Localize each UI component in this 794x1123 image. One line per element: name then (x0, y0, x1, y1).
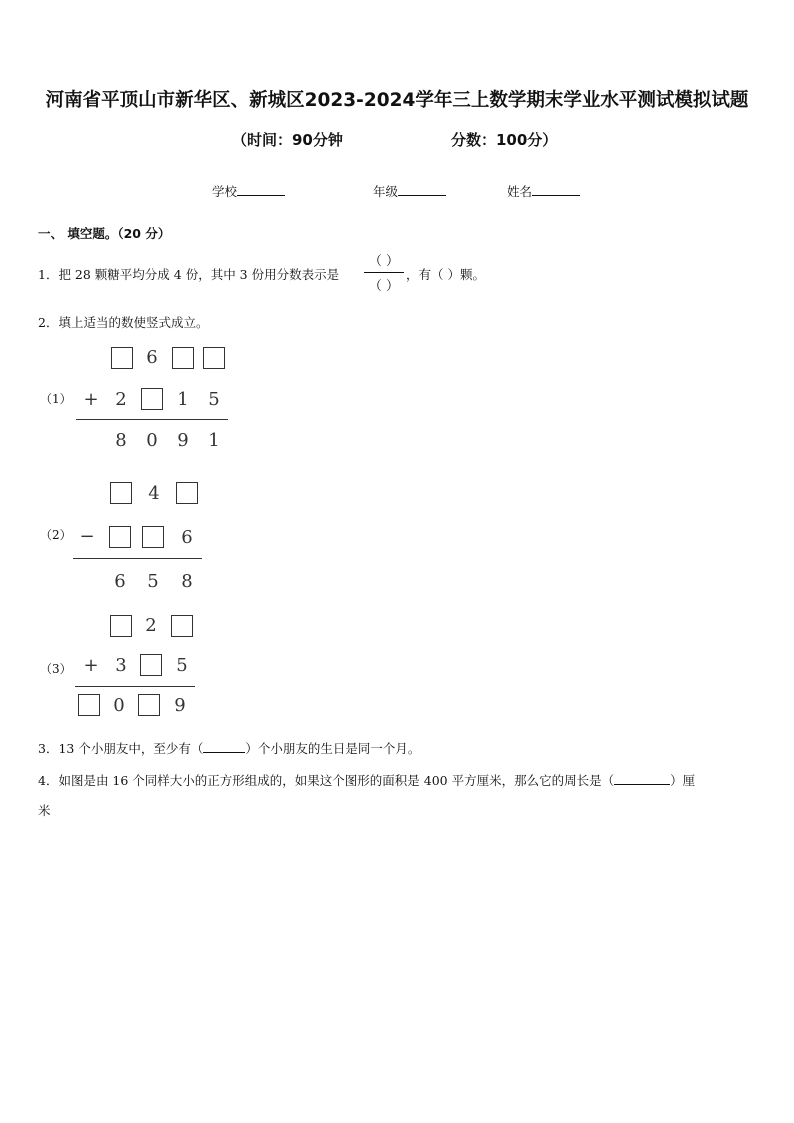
digit: 2 (115, 389, 127, 410)
digit-box[interactable] (141, 388, 163, 410)
digit: 9 (174, 695, 186, 716)
digit: 1 (177, 389, 189, 410)
name-label: 姓名 (507, 184, 533, 199)
name-blank[interactable] (532, 183, 580, 196)
digit: 9 (177, 430, 189, 451)
question-4-text: 4．如图是由 16 个同样大小的正方形组成的，如果这个图形的面积是 400 平方厘米，那么它的周长是（ (38, 773, 615, 788)
digit: 5 (176, 655, 188, 676)
digit: 1 (208, 430, 220, 451)
digit-box[interactable] (203, 347, 225, 369)
question-4-tail: ）厘 (670, 773, 696, 788)
grade-blank[interactable] (398, 183, 446, 196)
digit-box[interactable] (110, 615, 132, 637)
sum-line (76, 419, 228, 420)
digit-box[interactable] (138, 694, 160, 716)
digit: 8 (115, 430, 127, 451)
problem-2-label: （2） (40, 528, 72, 542)
digit-box[interactable] (172, 347, 194, 369)
digit: 2 (145, 615, 157, 636)
school-blank[interactable] (237, 183, 285, 196)
fraction-bar (364, 272, 404, 273)
digit-box[interactable] (111, 347, 133, 369)
question-3-tail: ）个小朋友的生日是同一个月。 (245, 741, 421, 756)
section-title: 一、 填空题。（20 分） (38, 226, 171, 241)
question-1-text: 1．把 28 颗糖平均分成 4 份，其中 3 份用分数表示是 (38, 267, 340, 282)
name-field (507, 182, 580, 200)
answer-blank[interactable] (203, 739, 245, 753)
exam-score: 分数：100分） (451, 131, 558, 149)
digit: 3 (115, 655, 127, 676)
digit: 6 (114, 571, 126, 592)
question-1-tail: ，有（ ）颗。 (406, 267, 485, 282)
digit: 0 (146, 430, 158, 451)
digit: 6 (146, 347, 158, 368)
digit-box[interactable] (176, 482, 198, 504)
school-label: 学校 (212, 184, 238, 199)
digit: 8 (181, 571, 193, 592)
question-3-text: 3．13 个小朋友中，至少有（ (38, 741, 204, 756)
problem-1-label: （1） (40, 392, 72, 406)
digit-box[interactable] (171, 615, 193, 637)
exam-time: （时间：90分钟 (232, 131, 343, 149)
digit: 5 (208, 389, 220, 410)
difference-line (73, 558, 202, 559)
page-title: 河南省平顶山市新华区、新城区2023-2024学年三上数学期末学业水平测试模拟试题 (45, 90, 749, 111)
digit: 5 (147, 571, 159, 592)
grade-label: 年级 (373, 184, 399, 199)
fraction-blank[interactable] (362, 250, 406, 294)
problem-3-label: （3） (40, 662, 72, 676)
question-2-text: 2．填上适当的数使竖式成立。 (38, 315, 209, 330)
question-3 (38, 739, 420, 757)
digit-box[interactable] (78, 694, 100, 716)
fraction-numerator: （ ） (368, 254, 400, 269)
fraction-denominator: （ ） (368, 279, 400, 294)
digit-box[interactable] (109, 526, 131, 548)
digit: 4 (148, 483, 160, 504)
sum-line (75, 686, 195, 687)
question-4-line2: 米 (38, 803, 51, 818)
digit: 6 (181, 527, 193, 548)
digit: 0 (113, 695, 125, 716)
school-field (212, 182, 285, 200)
digit-box[interactable] (140, 654, 162, 676)
plus-sign: + (83, 655, 99, 676)
plus-sign: + (83, 389, 99, 410)
grade-field (373, 182, 446, 200)
question-4 (38, 771, 695, 789)
minus-sign: − (79, 526, 95, 547)
digit-box[interactable] (110, 482, 132, 504)
digit-box[interactable] (142, 526, 164, 548)
answer-blank[interactable] (614, 771, 670, 785)
